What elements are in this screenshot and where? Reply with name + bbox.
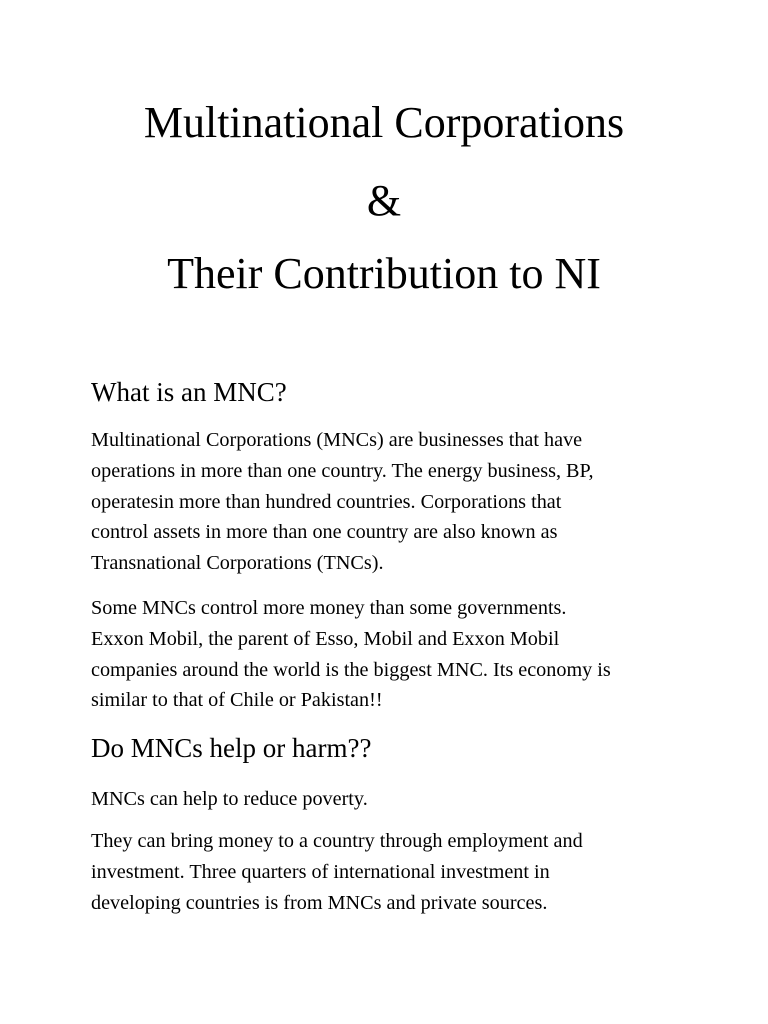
section-heading-help-or-harm: Do MNCs help or harm??: [91, 733, 372, 763]
paragraph-line: They can bring money to a country through employment and: [91, 830, 583, 852]
paragraph-line: Multinational Corporations (MNCs) are businesses that have: [91, 429, 583, 451]
title-ampersand: &: [366, 176, 402, 225]
paragraph-line: operations in more than one country. The energy business, BP,: [91, 459, 594, 482]
paragraph-line: MNCs can help to reduce poverty.: [91, 788, 368, 810]
paragraph-line: Exxon Mobil, the parent of Esso, Mobil and Exxon Mobil: [91, 627, 560, 650]
paragraph-line: Transnational Corporations (TNCs).: [91, 552, 384, 575]
paragraph-line: investment. Three quarters of international investment in: [91, 860, 550, 883]
paragraph-line: Some MNCs control more money than some governments.: [91, 597, 567, 619]
title-line-3: Their Contribution to NI: [167, 249, 601, 298]
paragraph-line: control assets in more than one country are also known as: [91, 521, 558, 544]
paragraph-line: companies around the world is the biggest MNC. Its economy is: [91, 658, 611, 681]
section-heading-what-is-mnc: What is an MNC?: [91, 377, 287, 407]
paragraph-mnc-money: [91, 593, 691, 716]
title-line-1: Multinational Corporations: [143, 98, 625, 147]
paragraph-reduce-poverty: [91, 784, 691, 815]
paragraph-line: similar to that of Chile or Pakistan!!: [91, 689, 383, 712]
paragraph-line: operatesin more than hundred countries. Corporations that: [91, 490, 562, 513]
paragraph-investment: [91, 826, 691, 918]
paragraph-line: developing countries is from MNCs and private sources.: [91, 891, 548, 914]
paragraph-mnc-definition: [91, 425, 691, 579]
